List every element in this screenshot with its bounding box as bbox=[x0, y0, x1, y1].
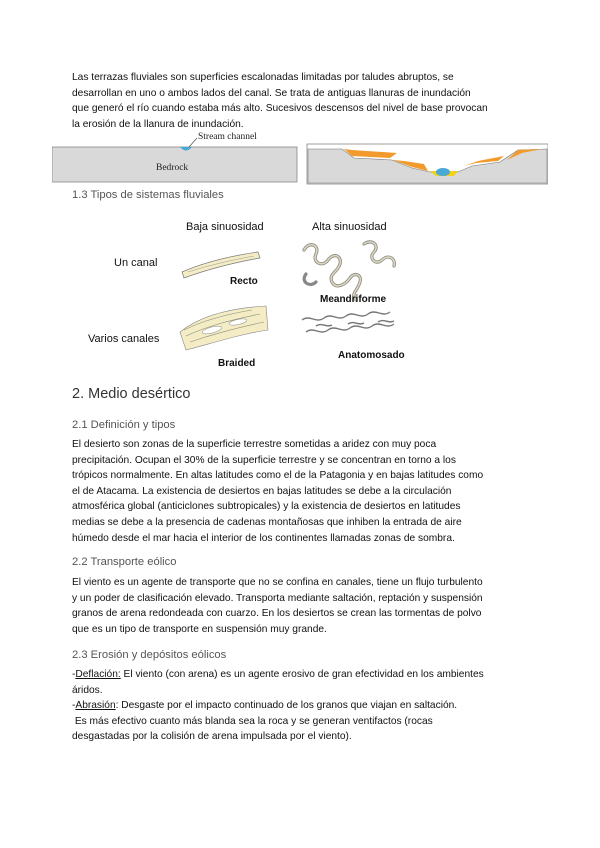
paragraph-line: El viento es un agente de transporte que no se confina en canales, tiene un flujo turbulento bbox=[72, 577, 483, 588]
abrasion-term: Abrasión bbox=[75, 700, 116, 712]
section-2-3-title: 2.3 Erosión y depósitos eólicos bbox=[72, 649, 227, 661]
abrasion-continuation: Es más efectivo cuanto más blanda sea la roca y se generan ventifactos (rocas bbox=[72, 715, 433, 727]
abrasion-line bbox=[72, 698, 532, 714]
paragraph-line: que es un tipo de transporte en suspensión muy grande. bbox=[72, 623, 327, 635]
stream-pointer-line bbox=[189, 138, 197, 147]
intro-line: la erosión de la llanura de inundación. bbox=[72, 118, 244, 130]
intro-paragraph bbox=[72, 70, 532, 132]
paragraph-line: húmedo desde el mar hacia el interior de los continentes llamadas zonas de sombra. bbox=[72, 532, 455, 544]
row-single-channel-label: Un canal bbox=[114, 257, 158, 269]
type-anatomosado-label: Anatomosado bbox=[338, 350, 405, 361]
paragraph-line: granos de arena redondeada con cuarzo. En los desiertos se crean las tormentas de polvo bbox=[72, 608, 482, 620]
deflacion-text: El viento (con arena) es un agente erosivo de gran efectividad en los ambientes bbox=[120, 669, 484, 680]
col-high-sinuosity-label: Alta sinuosidad bbox=[312, 221, 387, 233]
intro-line: desarrollan en uno o ambos lados del canal. Se trata de antiguas llanuras de inundación bbox=[72, 87, 471, 99]
straight-channel-sketch bbox=[182, 252, 260, 278]
paragraph-line: trópicos normalmente. En altas latitudes como el de la Patagonia y en bajas latitudes como bbox=[72, 470, 484, 482]
fluvial-types-figure bbox=[80, 210, 440, 370]
abrasion-continuation: desgastadas por la colisión de arena impulsada por el viento). bbox=[72, 731, 352, 743]
paragraph-line: medias se debe a la presencia de cadenas montañosas que inhiben la entrada de aire bbox=[72, 516, 462, 528]
bedrock-label: Bedrock bbox=[156, 163, 189, 173]
terrace-figure bbox=[52, 130, 548, 186]
terrace-stream-water bbox=[436, 168, 450, 176]
deflacion-continuation: áridos. bbox=[72, 684, 103, 696]
section-1-3-title: 1.3 Tipos de sistemas fluviales bbox=[72, 189, 224, 201]
abrasion-text: : Desgaste por el impacto continuado de los granos que viajan en saltación. bbox=[115, 700, 458, 712]
intro-line: Las terrazas fluviales son superficies escalonadas limitadas por taludes abruptos, se bbox=[72, 72, 454, 83]
paragraph-line: El desierto son zonas de la superficie terrestre sometidas a aridez con muy poca bbox=[72, 439, 437, 450]
anastomosing-channel-sketch bbox=[302, 312, 394, 332]
intro-line: que generó el río cuando estaba más alto. Sucesivos descensos del nivel de base provocan bbox=[72, 103, 488, 115]
paragraph-line: el de Atacama. La existencia de desiertos en bajas latitudes se debe a la circulación bbox=[72, 485, 452, 497]
section-2-title: 2. Medio desértico bbox=[72, 386, 191, 402]
section-2-3-paragraph bbox=[72, 667, 532, 745]
section-2-1-paragraph bbox=[72, 437, 532, 546]
section-2-1-title: 2.1 Definición y tipos bbox=[72, 419, 176, 431]
section-2-2-paragraph bbox=[72, 575, 532, 637]
stream-channel-label: Stream channel bbox=[198, 132, 257, 142]
bullet-dash: - bbox=[72, 669, 76, 680]
section-2-2-title: 2.2 Transporte eólico bbox=[72, 556, 177, 568]
bullet-dash: - bbox=[72, 700, 76, 712]
type-braided-label: Braided bbox=[218, 358, 256, 369]
deflacion-term: Deflación: bbox=[75, 669, 121, 680]
deflacion-line bbox=[72, 667, 532, 683]
braided-channel-sketch bbox=[180, 306, 268, 350]
paragraph-line: precipitación. Ocupan el 30% de la superficie terrestre y se concentran en torno a los bbox=[72, 454, 456, 466]
paragraph-line: y un poder de clasificación elevado. Transporta mediante saltación, reptación y suspensión bbox=[72, 592, 483, 604]
paragraph-line: atmosférica global (anticiclones subtropicales) y la existencia de desiertos en latitudes bbox=[72, 501, 461, 513]
type-meandriforme-label: Meandriforme bbox=[320, 294, 387, 305]
col-low-sinuosity-label: Baja sinuosidad bbox=[186, 221, 264, 233]
type-recto-label: Recto bbox=[230, 276, 258, 287]
row-multi-channel-label: Varios canales bbox=[88, 333, 160, 345]
